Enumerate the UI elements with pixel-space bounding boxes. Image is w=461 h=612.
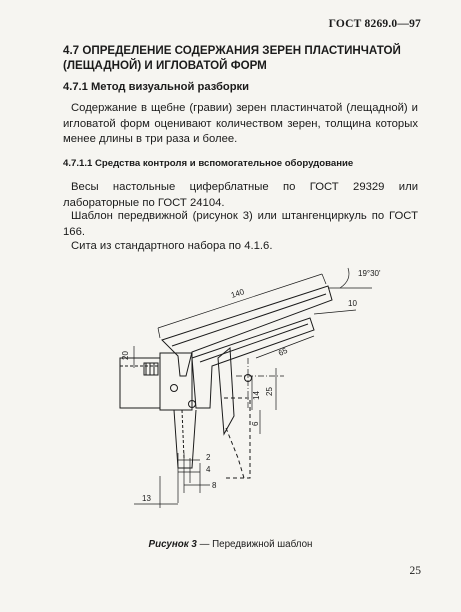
dim-13: 13 (142, 494, 151, 503)
page-number: 25 (409, 565, 421, 577)
document-code: ГОСТ 8269.0—97 (328, 18, 421, 30)
dim-20: 20 (121, 351, 130, 360)
subsection-title: 4.7.1 Метод визуальной разборки (63, 81, 250, 93)
figure-caption (0, 539, 461, 550)
equipment-item-template: Шаблон передвижной (рисунок 3) или штангенциркуль по ГОСТ 166. (63, 210, 418, 238)
equipment-item-sieves: Сита из стандартного набора по 4.1.6. (71, 240, 273, 252)
dim-2: 2 (206, 453, 211, 462)
dim-10: 10 (348, 299, 357, 308)
figure-caption-text: — Передвижной шаблон (196, 539, 313, 550)
dim-14: 14 (252, 391, 261, 400)
equipment-item-scales: Весы настольные циферблатные по ГОСТ 29329 или лабораторные по ГОСТ 24104. (63, 181, 418, 209)
dim-8: 8 (212, 481, 217, 490)
section-title: 4.7 ОПРЕДЕЛЕНИЕ СОДЕРЖАНИЯ ЗЕРЕН ПЛАСТИНЧАТОЙ (ЛЕЩАДНОЙ) И ИГЛОВАТОЙ ФОРМ (63, 44, 401, 72)
dim-angle: 19°30' (358, 269, 381, 278)
dim-65: 65 (277, 345, 289, 358)
subsubsection-title: 4.7.1.1 Средства контроля и вспомогательное оборудование (63, 158, 354, 169)
sliding-template-drawing (100, 258, 430, 523)
dim-25: 25 (265, 387, 274, 396)
dim-4: 4 (206, 465, 211, 474)
dim-6: 6 (251, 421, 260, 426)
method-paragraph: Содержание в щебне (гравии) зерен пластинчатой (лещадной) и игловатой форм оценивают количеством зерен, толщина которых менее длины в три раза и более. (63, 102, 418, 145)
figure-caption-label: Рисунок 3 (148, 539, 197, 550)
dim-140: 140 (229, 287, 246, 300)
